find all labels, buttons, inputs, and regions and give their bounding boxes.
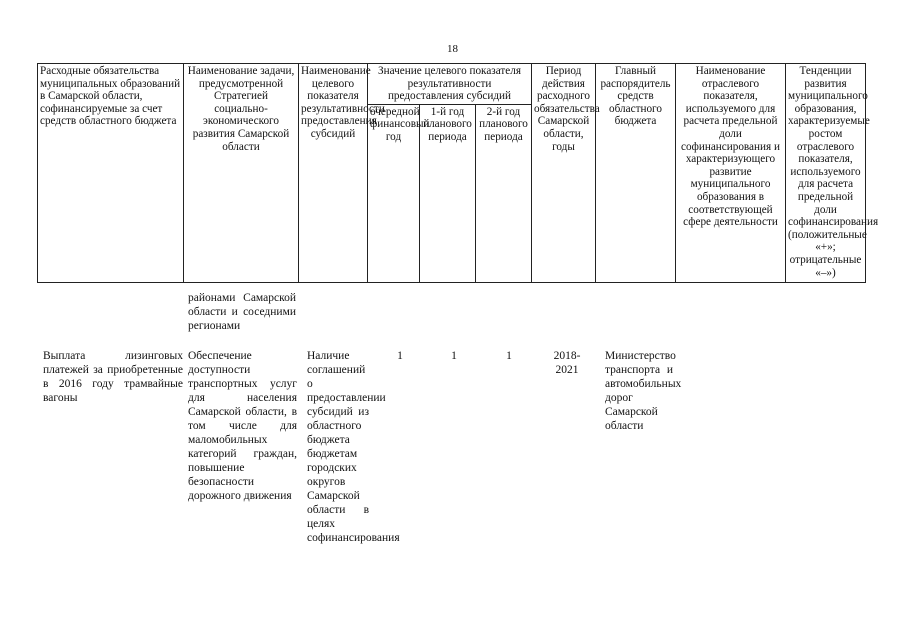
header-indicator: Наименование целевого показателя результативности предоставления субсидий: [299, 64, 368, 283]
continued-task-text: районами Самарской области и соседними регионами: [188, 292, 296, 332]
header-trend: Тенденции развития муниципального образования, характеризуемые ростом отраслевого показателя, используемого для расчета предельной доли софинансирования (положительные «+»; отрицательные «–»): [786, 64, 866, 283]
row-value-current: 1: [397, 350, 403, 362]
header-sector-indicator: Наименование отраслевого показателя, используемого для расчета предельной доли софинансирования и характеризующего развитие муниципального образования в соответствующей сфере деятельности: [676, 64, 786, 283]
row-value-plan1: 1: [451, 350, 457, 362]
header-table: [37, 63, 879, 283]
page-number: 18: [447, 43, 458, 55]
header-indicator-values: Значение целевого показателя результативности предоставления субсидий: [368, 64, 532, 105]
header-plan-year-1: 1-й год планового периода: [420, 104, 476, 282]
header-task: Наименование задачи, предусмотренной Стратегией социально-экономического развития Самарской области: [184, 64, 299, 283]
row-administrator: Министерство транспорта и автомобильных дорог Самарской области: [605, 350, 682, 432]
header-period: Период действия расходного обязательства Самарской области, годы: [532, 64, 596, 283]
header-administrator: Главный распорядитель средств областного бюджета: [596, 64, 676, 283]
header-obligation: Расходные обязательства муниципальных образований в Самарской области, софинансируемые за счет средств областного бюджета: [38, 64, 184, 283]
row-value-plan2: 1: [506, 350, 512, 362]
header-plan-year-2: 2-й год планового периода: [476, 104, 532, 282]
header-current-year: очередной финансовый год: [368, 104, 420, 282]
row-obligation: Выплата лизинговых платежей за приобретенные в 2016 году трамвайные вагоны: [43, 350, 183, 404]
row-indicator: Наличие соглашений о предоставлении субсидий из областного бюджета бюджетам городских округов Самарской области в целях софинансирования: [307, 350, 400, 544]
row-period: 2018-2021: [553, 350, 581, 376]
row-task: Обеспечение доступности транспортных услуг для населения Самарской области, в том числе для маломобильных категорий граждан, повышение безопасности дорожного движения: [188, 350, 297, 502]
